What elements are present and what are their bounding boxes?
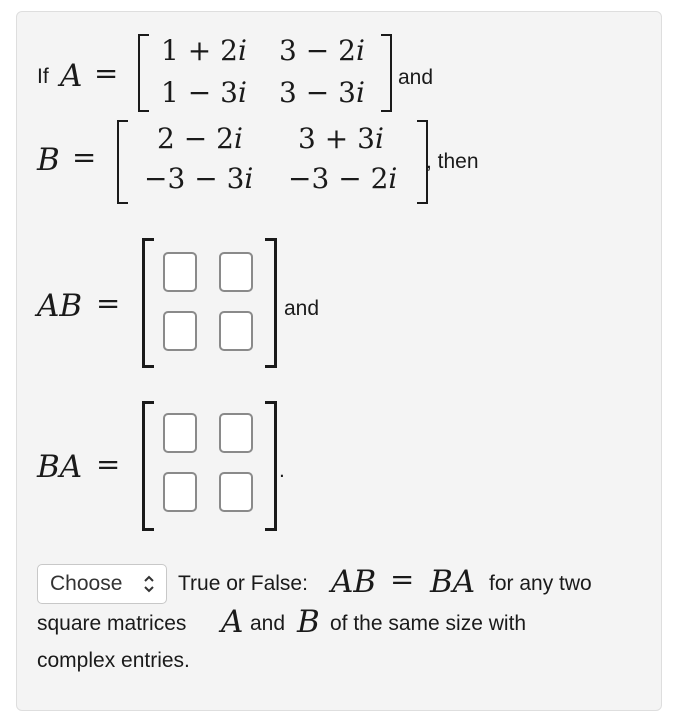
matrix-b-left-bracket: [117, 120, 128, 204]
question-part6: complex entries.: [37, 649, 190, 672]
equals-sign-b: =: [72, 140, 97, 174]
question-part4: and: [250, 612, 286, 635]
ab-entry-22-input[interactable]: [219, 311, 253, 351]
matrix-b-cell-21: −3 − 3i: [144, 162, 254, 195]
matrix-a-cell-11: 1 + 2i: [161, 34, 247, 67]
if-label: If: [37, 65, 49, 88]
matrix-a-cell-22: 3 − 3i: [279, 76, 365, 109]
question-part1: True or False:: [178, 572, 308, 595]
matrix-a-cell-12: 3 − 2i: [279, 34, 365, 67]
ba-right-bracket: [265, 401, 277, 531]
question-math-ab: AB: [331, 564, 377, 600]
then-text: , then: [426, 150, 479, 173]
matrix-b-cell-22: −3 − 2i: [288, 162, 398, 195]
question-math-a: A: [221, 604, 244, 640]
true-false-select[interactable]: [37, 564, 167, 604]
chevron-up-down-icon: [142, 565, 156, 618]
ab-label: AB: [37, 288, 83, 324]
question-card: [16, 11, 662, 711]
question-math-eq: =: [390, 562, 415, 596]
and-text-1: and: [398, 66, 434, 89]
ab-entry-21-input[interactable]: [163, 311, 197, 351]
ba-entry-11-input[interactable]: [163, 413, 197, 453]
equals-sign-ba: =: [96, 447, 121, 481]
matrix-a-name: A: [60, 58, 83, 94]
matrix-a-right-bracket: [381, 34, 392, 112]
ab-left-bracket: [142, 238, 154, 368]
matrix-b-cell-11: 2 − 2i: [157, 122, 243, 155]
matrix-a-cell-21: 1 − 3i: [161, 76, 247, 109]
equals-sign-a: =: [94, 56, 119, 90]
ab-right-bracket: [265, 238, 277, 368]
ba-left-bracket: [142, 401, 154, 531]
ba-entry-22-input[interactable]: [219, 472, 253, 512]
ab-entry-11-input[interactable]: [163, 252, 197, 292]
matrix-a-left-bracket: [138, 34, 149, 112]
question-part2: for any two: [489, 572, 592, 595]
period-text: .: [279, 459, 285, 482]
equals-sign-ab: =: [96, 286, 121, 320]
question-math-b: B: [297, 604, 320, 640]
question-part5: of the same size with: [330, 612, 527, 635]
and-text-2: and: [284, 297, 320, 320]
ba-label: BA: [37, 449, 83, 485]
select-value: Choose: [50, 572, 123, 595]
ba-entry-12-input[interactable]: [219, 413, 253, 453]
ba-entry-21-input[interactable]: [163, 472, 197, 512]
question-math-ba: BA: [430, 564, 476, 600]
matrix-b-cell-12: 3 + 3i: [298, 122, 384, 155]
ab-entry-12-input[interactable]: [219, 252, 253, 292]
matrix-b-name: B: [37, 142, 60, 178]
question-part3: square matrices: [37, 612, 187, 635]
